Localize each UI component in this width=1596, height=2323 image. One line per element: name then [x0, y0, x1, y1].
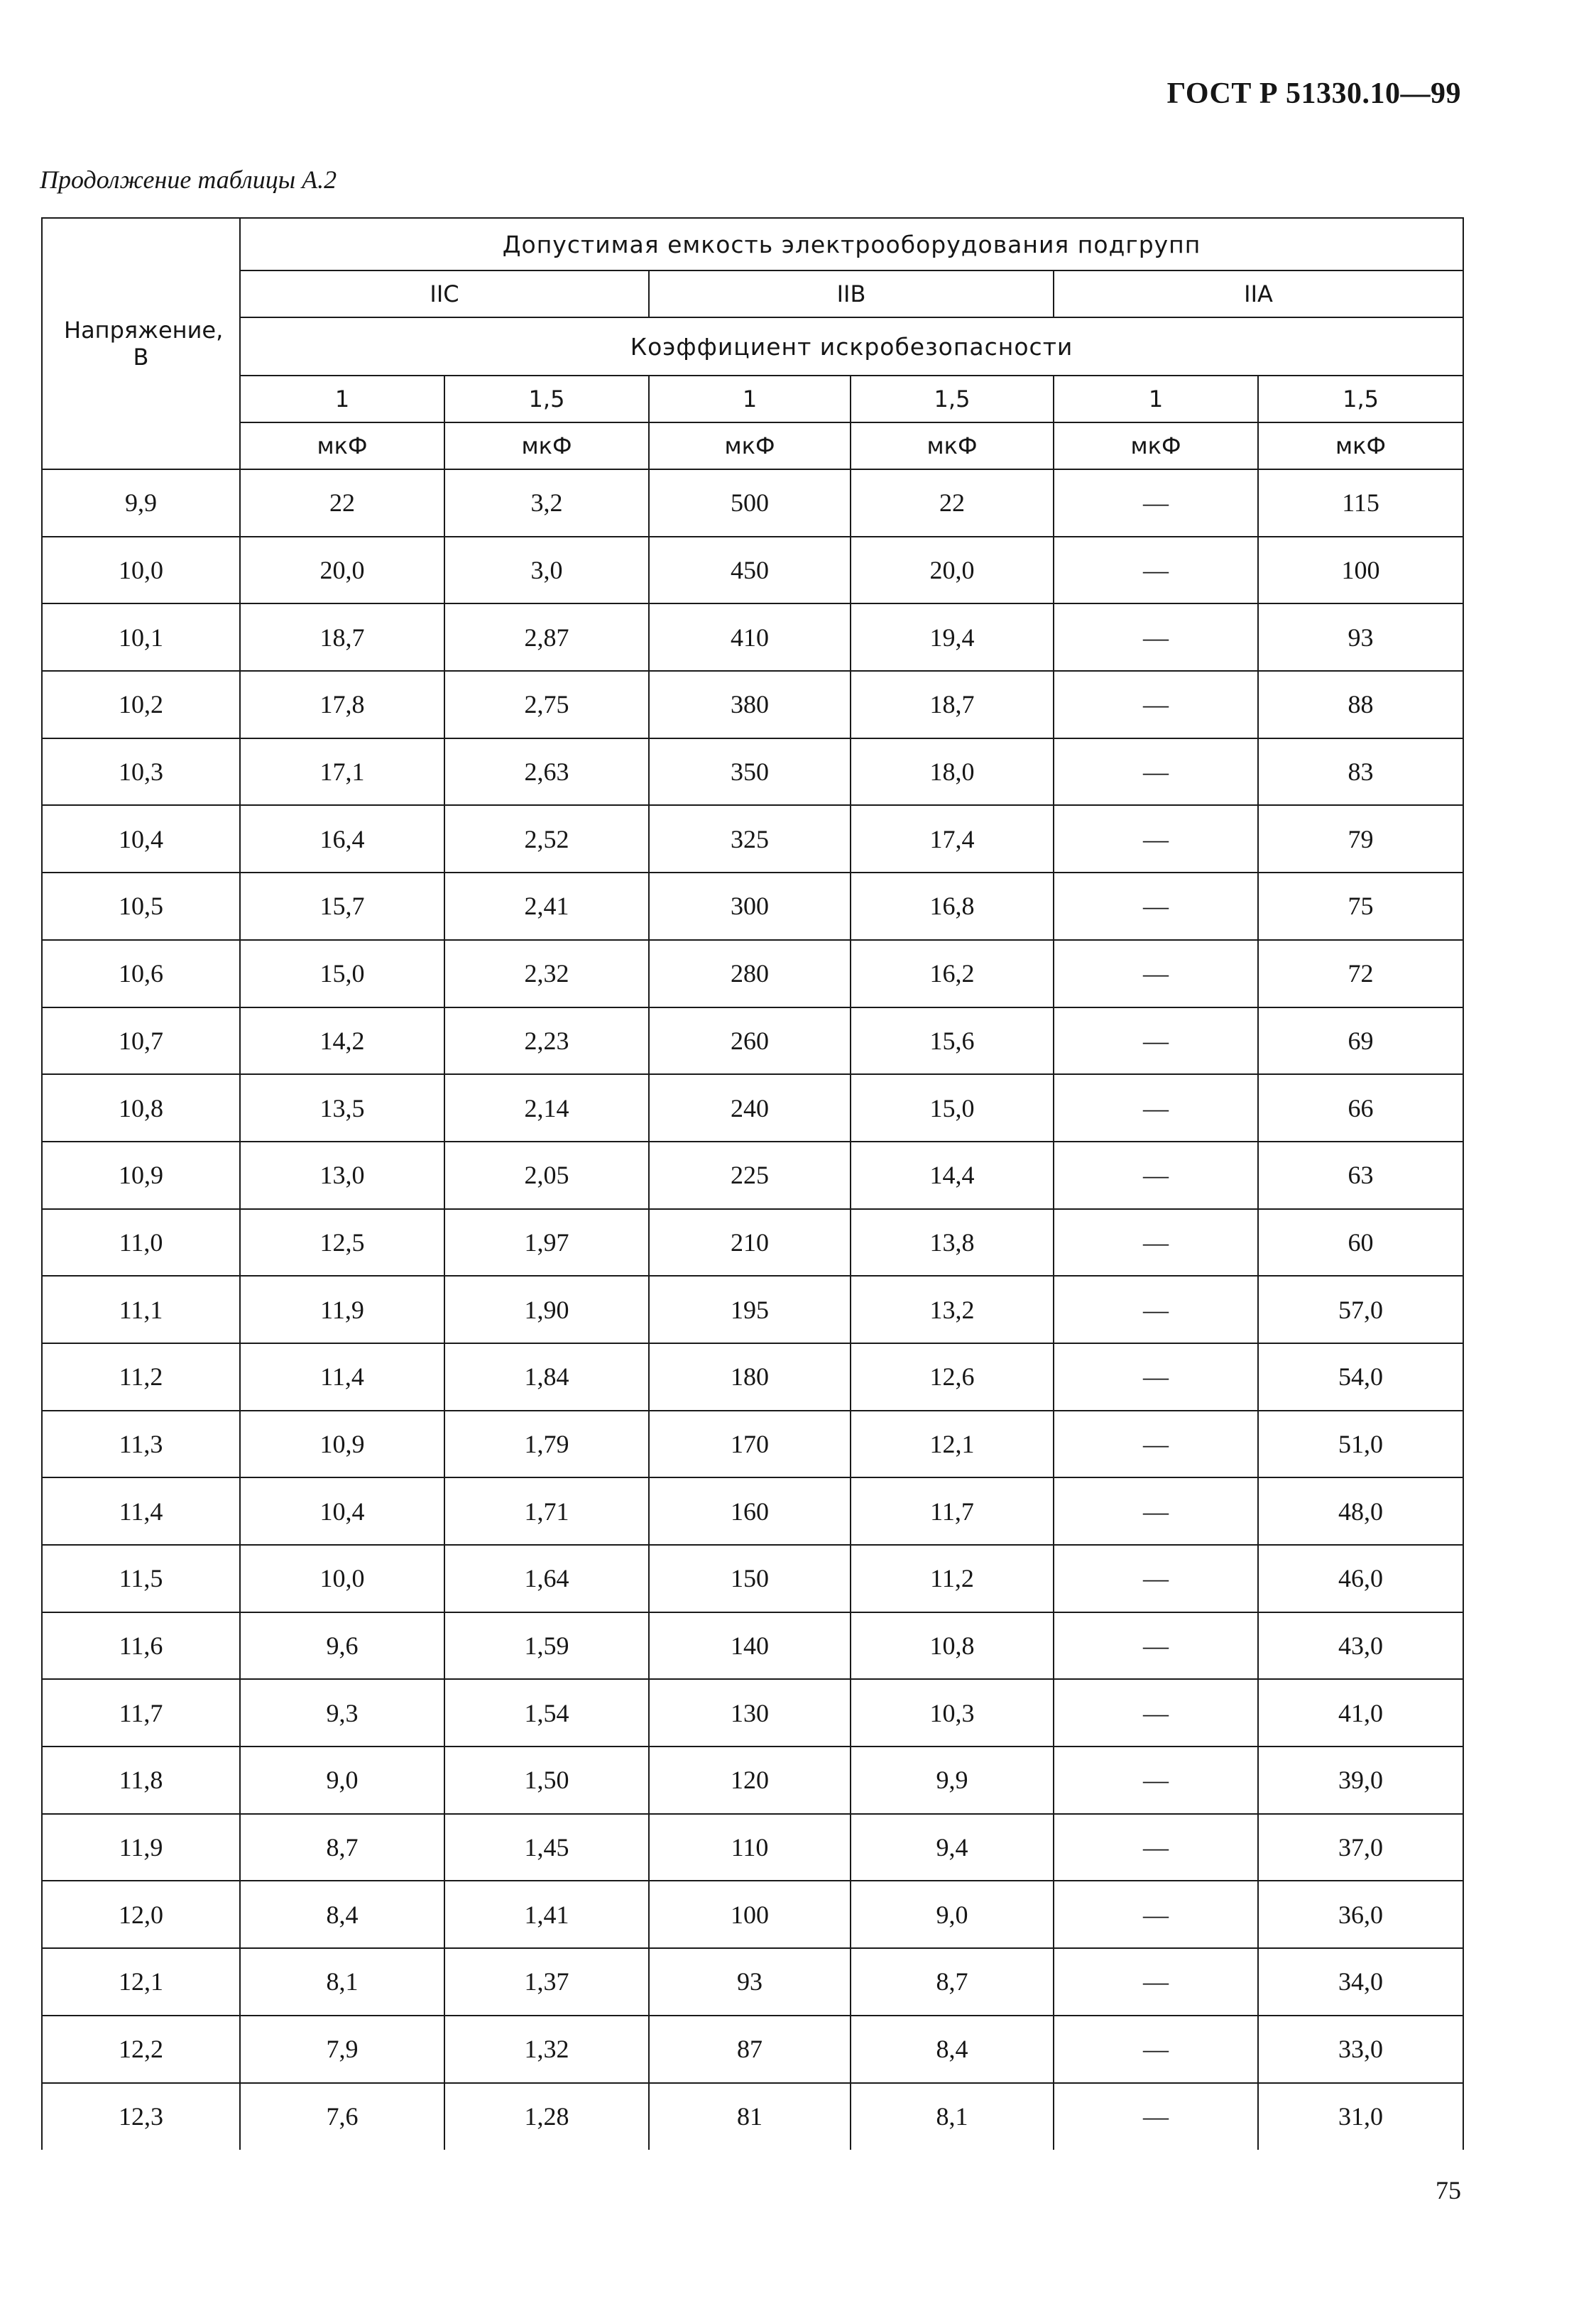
capacitance-cell: 72 [1258, 940, 1463, 1007]
table-row [42, 738, 1463, 806]
capacitance-cell: 36,0 [1258, 1881, 1463, 1948]
capacitance-cell: 9,3 [240, 1679, 444, 1747]
capacitance-cell: — [1054, 940, 1258, 1007]
voltage-cell: 10,1 [42, 603, 240, 671]
capacitance-cell: — [1054, 738, 1258, 806]
capacitance-cell: 63 [1258, 1142, 1463, 1209]
voltage-cell: 11,9 [42, 1814, 240, 1881]
unit-cell: мкФ [444, 422, 649, 469]
capacitance-cell: 15,7 [240, 873, 444, 940]
capacitance-cell: 33,0 [1258, 2016, 1463, 2083]
table-row [42, 1679, 1463, 1747]
table-row [42, 671, 1463, 738]
capacitance-cell: 8,1 [851, 2083, 1054, 2150]
capacitance-cell: 280 [649, 940, 851, 1007]
capacitance-cell: 240 [649, 1074, 851, 1142]
capacitance-cell: 1,28 [444, 2083, 649, 2150]
capacitance-cell: 195 [649, 1276, 851, 1343]
capacitance-cell: 12,6 [851, 1343, 1054, 1411]
capacitance-cell: 160 [649, 1477, 851, 1545]
capacitance-cell: 260 [649, 1007, 851, 1075]
capacitance-cell: 2,41 [444, 873, 649, 940]
capacitance-cell: 13,8 [851, 1209, 1054, 1277]
unit-cell: мкФ [240, 422, 444, 469]
page-number: 75 [1436, 2176, 1461, 2204]
capacitance-table [41, 217, 1464, 2150]
capacitance-cell: 410 [649, 603, 851, 671]
capacitance-cell: 2,14 [444, 1074, 649, 1142]
capacitance-cell: 1,71 [444, 1477, 649, 1545]
capacitance-cell: 3,2 [444, 469, 649, 537]
capacitance-cell: 20,0 [851, 537, 1054, 604]
capacitance-cell: 51,0 [1258, 1411, 1463, 1478]
capacitance-cell: 22 [240, 469, 444, 537]
capacitance-cell: 9,6 [240, 1612, 444, 1680]
capacitance-cell: 1,90 [444, 1276, 649, 1343]
voltage-cell: 11,7 [42, 1679, 240, 1747]
capacitance-cell: 22 [851, 469, 1054, 537]
capacitance-cell: — [1054, 1612, 1258, 1680]
capacitance-cell: — [1054, 603, 1258, 671]
unit-cell: мкФ [1054, 422, 1258, 469]
capacitance-cell: 8,4 [240, 1881, 444, 1948]
capacitance-cell: — [1054, 1276, 1258, 1343]
capacitance-cell: 2,05 [444, 1142, 649, 1209]
capacitance-cell: 41,0 [1258, 1679, 1463, 1747]
table-row [42, 469, 1463, 537]
table-caption: Продолжение таблицы А.2 [40, 165, 337, 194]
capacitance-cell: 1,45 [444, 1814, 649, 1881]
voltage-cell: 11,2 [42, 1343, 240, 1411]
capacitance-cell: 380 [649, 671, 851, 738]
capacitance-cell: 210 [649, 1209, 851, 1277]
capacitance-cell: 20,0 [240, 537, 444, 604]
capacitance-cell: — [1054, 1477, 1258, 1545]
capacitance-cell: 8,7 [240, 1814, 444, 1881]
voltage-cell: 11,0 [42, 1209, 240, 1277]
group-header: Допустимая емкость электрооборудования подгрупп [240, 218, 1463, 270]
capacitance-cell: — [1054, 1814, 1258, 1881]
capacitance-cell: 13,0 [240, 1142, 444, 1209]
capacitance-cell: 2,23 [444, 1007, 649, 1075]
capacitance-cell: 225 [649, 1142, 851, 1209]
capacitance-cell: 18,7 [240, 603, 444, 671]
capacitance-cell: 15,6 [851, 1007, 1054, 1075]
capacitance-cell: 14,2 [240, 1007, 444, 1075]
capacitance-cell: 11,2 [851, 1545, 1054, 1612]
capacitance-cell: 115 [1258, 469, 1463, 537]
capacitance-cell: 17,8 [240, 671, 444, 738]
capacitance-cell: 93 [1258, 603, 1463, 671]
capacitance-cell: 16,2 [851, 940, 1054, 1007]
capacitance-cell: — [1054, 537, 1258, 604]
coefficient-cell: 1,5 [1258, 376, 1463, 422]
voltage-cell: 12,0 [42, 1881, 240, 1948]
capacitance-cell: 14,4 [851, 1142, 1054, 1209]
voltage-cell: 11,4 [42, 1477, 240, 1545]
capacitance-cell: 16,8 [851, 873, 1054, 940]
voltage-cell: 10,4 [42, 805, 240, 873]
capacitance-cell: 93 [649, 1948, 851, 2016]
capacitance-cell: 1,50 [444, 1747, 649, 1814]
voltage-header: Напряжение, В [42, 218, 240, 469]
capacitance-cell: 11,9 [240, 1276, 444, 1343]
capacitance-cell: 54,0 [1258, 1343, 1463, 1411]
capacitance-cell: 3,0 [444, 537, 649, 604]
capacitance-cell: 170 [649, 1411, 851, 1478]
table-row [42, 1074, 1463, 1142]
voltage-cell: 10,9 [42, 1142, 240, 1209]
capacitance-cell: 450 [649, 537, 851, 604]
capacitance-cell: 140 [649, 1612, 851, 1680]
voltage-cell: 10,8 [42, 1074, 240, 1142]
capacitance-cell: — [1054, 1948, 1258, 2016]
capacitance-cell: 10,9 [240, 1411, 444, 1478]
voltage-cell: 11,3 [42, 1411, 240, 1478]
table-row [42, 1343, 1463, 1411]
table-row [42, 940, 1463, 1007]
capacitance-cell: 9,4 [851, 1814, 1054, 1881]
capacitance-cell: 2,63 [444, 738, 649, 806]
capacitance-cell: 9,0 [851, 1881, 1054, 1948]
capacitance-cell: 150 [649, 1545, 851, 1612]
capacitance-cell: — [1054, 469, 1258, 537]
capacitance-cell: 1,41 [444, 1881, 649, 1948]
capacitance-cell: 60 [1258, 1209, 1463, 1277]
capacitance-cell: — [1054, 1545, 1258, 1612]
capacitance-cell: 110 [649, 1814, 851, 1881]
unit-cell: мкФ [851, 422, 1054, 469]
capacitance-cell: 17,1 [240, 738, 444, 806]
capacitance-cell: 1,97 [444, 1209, 649, 1277]
coefficient-cell: 1 [240, 376, 444, 422]
capacitance-cell: 2,52 [444, 805, 649, 873]
voltage-cell: 12,3 [42, 2083, 240, 2150]
voltage-cell: 9,9 [42, 469, 240, 537]
capacitance-cell: 88 [1258, 671, 1463, 738]
voltage-cell: 10,2 [42, 671, 240, 738]
table-row [42, 1209, 1463, 1277]
capacitance-cell: 180 [649, 1343, 851, 1411]
capacitance-cell: 16,4 [240, 805, 444, 873]
capacitance-cell: 9,9 [851, 1747, 1054, 1814]
capacitance-cell: 66 [1258, 1074, 1463, 1142]
table-row [42, 1276, 1463, 1343]
capacitance-cell: — [1054, 1747, 1258, 1814]
capacitance-cell: 1,84 [444, 1343, 649, 1411]
capacitance-cell: 120 [649, 1747, 851, 1814]
capacitance-cell: — [1054, 2083, 1258, 2150]
coefficient-header: Коэффициент искробезопасности [240, 317, 1463, 376]
table-row [42, 1881, 1463, 1948]
voltage-cell: 12,1 [42, 1948, 240, 2016]
capacitance-cell: 11,4 [240, 1343, 444, 1411]
capacitance-cell: 37,0 [1258, 1814, 1463, 1881]
capacitance-cell: 1,64 [444, 1545, 649, 1612]
voltage-cell: 10,5 [42, 873, 240, 940]
capacitance-cell: 2,75 [444, 671, 649, 738]
capacitance-cell: 9,0 [240, 1747, 444, 1814]
coefficient-cell: 1,5 [851, 376, 1054, 422]
capacitance-cell: 12,5 [240, 1209, 444, 1277]
capacitance-cell: 10,0 [240, 1545, 444, 1612]
capacitance-cell: 87 [649, 2016, 851, 2083]
capacitance-cell: 1,32 [444, 2016, 649, 2083]
table-row [42, 1545, 1463, 1612]
capacitance-cell: — [1054, 1142, 1258, 1209]
capacitance-cell: 34,0 [1258, 1948, 1463, 2016]
capacitance-cell: 43,0 [1258, 1612, 1463, 1680]
capacitance-cell: 15,0 [851, 1074, 1054, 1142]
capacitance-cell: 300 [649, 873, 851, 940]
table-header [42, 218, 1463, 469]
voltage-cell: 10,0 [42, 537, 240, 604]
table-row [42, 1612, 1463, 1680]
capacitance-cell: 48,0 [1258, 1477, 1463, 1545]
capacitance-cell: 100 [649, 1881, 851, 1948]
capacitance-cell: 46,0 [1258, 1545, 1463, 1612]
table-row [42, 537, 1463, 604]
capacitance-cell: 75 [1258, 873, 1463, 940]
capacitance-cell: 15,0 [240, 940, 444, 1007]
document-standard-header: ГОСТ Р 51330.10—99 [1166, 77, 1461, 110]
capacitance-cell: — [1054, 2016, 1258, 2083]
capacitance-cell: — [1054, 1411, 1258, 1478]
capacitance-cell: — [1054, 1343, 1258, 1411]
voltage-cell: 10,7 [42, 1007, 240, 1075]
subgroup-iib: IIB [649, 270, 1054, 317]
capacitance-cell: 18,0 [851, 738, 1054, 806]
capacitance-cell: 31,0 [1258, 2083, 1463, 2150]
table-row [42, 2083, 1463, 2150]
capacitance-cell: 8,7 [851, 1948, 1054, 2016]
capacitance-cell: 12,1 [851, 1411, 1054, 1478]
capacitance-cell: 79 [1258, 805, 1463, 873]
capacitance-cell: — [1054, 671, 1258, 738]
capacitance-cell: — [1054, 1007, 1258, 1075]
coefficient-cell: 1 [649, 376, 851, 422]
capacitance-cell: 17,4 [851, 805, 1054, 873]
table-row [42, 1948, 1463, 2016]
capacitance-cell: 57,0 [1258, 1276, 1463, 1343]
table-row [42, 805, 1463, 873]
capacitance-cell: 81 [649, 2083, 851, 2150]
table-row [42, 1411, 1463, 1478]
voltage-cell: 10,6 [42, 940, 240, 1007]
voltage-cell: 11,6 [42, 1612, 240, 1680]
table-row [42, 1142, 1463, 1209]
table-row [42, 2016, 1463, 2083]
capacitance-cell: 18,7 [851, 671, 1054, 738]
coefficient-cell: 1,5 [444, 376, 649, 422]
capacitance-cell: — [1054, 1209, 1258, 1277]
capacitance-cell: 19,4 [851, 603, 1054, 671]
subgroup-iia: IIA [1054, 270, 1463, 317]
capacitance-cell: — [1054, 805, 1258, 873]
voltage-cell: 11,1 [42, 1276, 240, 1343]
capacitance-cell: — [1054, 873, 1258, 940]
table-row [42, 603, 1463, 671]
capacitance-cell: 1,54 [444, 1679, 649, 1747]
capacitance-cell: 8,1 [240, 1948, 444, 2016]
coefficient-cell: 1 [1054, 376, 1258, 422]
unit-cell: мкФ [1258, 422, 1463, 469]
capacitance-cell: 69 [1258, 1007, 1463, 1075]
voltage-cell: 11,8 [42, 1747, 240, 1814]
capacitance-cell: 13,2 [851, 1276, 1054, 1343]
voltage-cell: 11,5 [42, 1545, 240, 1612]
capacitance-cell: 8,4 [851, 2016, 1054, 2083]
capacitance-cell: 10,4 [240, 1477, 444, 1545]
capacitance-cell: 2,32 [444, 940, 649, 1007]
table-body [42, 469, 1463, 2150]
capacitance-cell: 1,59 [444, 1612, 649, 1680]
capacitance-cell: 325 [649, 805, 851, 873]
voltage-cell: 10,3 [42, 738, 240, 806]
table-row [42, 1007, 1463, 1075]
unit-cell: мкФ [649, 422, 851, 469]
capacitance-cell: 7,6 [240, 2083, 444, 2150]
table-row [42, 1477, 1463, 1545]
capacitance-cell: 10,3 [851, 1679, 1054, 1747]
capacitance-cell: 350 [649, 738, 851, 806]
capacitance-cell: 500 [649, 469, 851, 537]
voltage-cell: 12,2 [42, 2016, 240, 2083]
capacitance-cell: 39,0 [1258, 1747, 1463, 1814]
capacitance-cell: 1,37 [444, 1948, 649, 2016]
capacitance-cell: — [1054, 1074, 1258, 1142]
table-row [42, 1747, 1463, 1814]
capacitance-cell: — [1054, 1881, 1258, 1948]
capacitance-cell: 13,5 [240, 1074, 444, 1142]
capacitance-cell: — [1054, 1679, 1258, 1747]
capacitance-cell: 1,79 [444, 1411, 649, 1478]
capacitance-cell: 11,7 [851, 1477, 1054, 1545]
capacitance-cell: 130 [649, 1679, 851, 1747]
capacitance-cell: 100 [1258, 537, 1463, 604]
capacitance-cell: 10,8 [851, 1612, 1054, 1680]
capacitance-cell: 2,87 [444, 603, 649, 671]
capacitance-cell: 83 [1258, 738, 1463, 806]
capacitance-cell: 7,9 [240, 2016, 444, 2083]
table-row [42, 873, 1463, 940]
subgroup-iic: IIC [240, 270, 649, 317]
table-row [42, 1814, 1463, 1881]
